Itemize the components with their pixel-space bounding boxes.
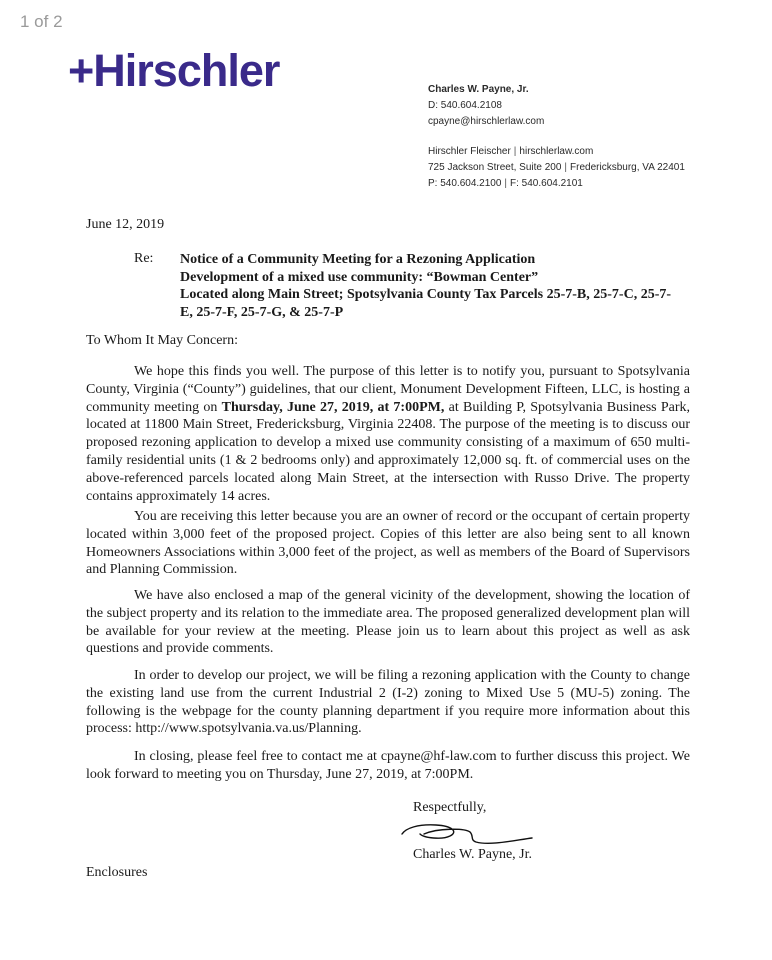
subject-line: Development of a mixed use community: “Bowman Center” [180, 269, 539, 285]
firm-logo: +Hirschler [68, 45, 280, 96]
body-paragraph-1 [86, 363, 690, 505]
meeting-datetime: Thursday, June 27, 2019, at 7:00PM, [221, 399, 445, 415]
direct-phone: D: 540.604.2108 [428, 100, 502, 111]
p1-rest: at Building P, Spotsylvania Business Park, located at 11800 Main Street, Fredericksburg, Virginia 22408. The purpose of the meeting is to discuss our proposed rezoning application to develop a mixed use community consisting of a maximum of 650 multi-family residential units (1 & 2 bedrooms only) and approximately 12,000 sq. ft. of commercial uses on the above-referenced parcels located along Main Street, at the intersection with Russo Drive. The property contains approximately 14 acres. [86, 399, 691, 504]
sender-name: Charles W. Payne, Jr. [428, 84, 529, 95]
subject-line: E, 25-7-F, 25-7-G, & 25-7-P [180, 304, 344, 320]
enclosures: Enclosures [86, 865, 148, 880]
divider: | [504, 178, 508, 189]
paragraph-text: We have also enclosed a map of the general vicinity of the development, showing the location of the subject property and its relation to the immediate area. The proposed generalized development plan will be available for your review at the meeting. Please join us to learn about this project as well as ask questions and provide comments. [86, 588, 690, 657]
street-address: 725 Jackson Street, Suite 200 [428, 162, 562, 173]
office-phone: P: 540.604.2100 [428, 178, 502, 189]
body-paragraph-4 [86, 667, 690, 738]
body-paragraph-3 [86, 587, 690, 658]
re-label: Re: [134, 251, 154, 266]
p1-intro: We hope this finds you well. The purpose of this letter is to notify you, pursuant to Spotsylvania County, Virginia (“County”) guidelines, that our client, Monument Development Fifteen, LLC, is hosting a community meeting on [86, 364, 690, 415]
phone-fax-line [428, 176, 685, 192]
subject-block [180, 251, 700, 321]
divider: | [564, 162, 568, 173]
paragraph-text: In order to develop our project, we will be filing a rezoning application with the County to change the existing land use from the current Industrial 2 (I-2) zoning to Mixed Use 5 (MU-5) zoning. The following is the webpage for the county planning department if you require more information about this process: http://www.spotsylvania.va.us/Planning. [86, 668, 690, 737]
firm-name: Hirschler Fleischer [428, 146, 511, 157]
paragraph-text: In closing, please feel free to contact me at cpayne@hf-law.com to further discuss this project. We look forward to meeting you on Thursday, June 27, 2019, at 7:00PM. [86, 749, 690, 782]
body-paragraph-2 [86, 508, 690, 579]
office-fax: F: 540.604.2101 [510, 178, 583, 189]
firm-line [428, 144, 685, 160]
address-line [428, 160, 685, 176]
body-paragraph-5 [86, 748, 690, 784]
subject-line: Located along Main Street; Spotsylvania County Tax Parcels 25-7-B, 25-7-C, 25-7- [180, 287, 672, 302]
page-indicator: 1 of 2 [20, 12, 63, 31]
divider: | [513, 146, 517, 157]
city-state-zip: Fredericksburg, VA 22401 [570, 162, 685, 173]
paragraph-text: You are receiving this letter because you are an owner of record or the occupant of certain property located within 3,000 feet of the proposed project. Copies of this letter are also being sent to all known Homeowners Associations within 3,000 feet of the project, as well as members of the Board of Supervisors and Planning Commission. [86, 509, 690, 578]
salutation: To Whom It May Concern: [86, 333, 238, 348]
sender-email: cpayne@hirschlerlaw.com [428, 116, 545, 127]
letter-date: June 12, 2019 [86, 217, 165, 232]
sender-block [428, 82, 685, 192]
closing: Respectfully, [413, 800, 487, 815]
subject-line: Notice of a Community Meeting for a Rezoning Application [180, 252, 536, 267]
firm-website: hirschlerlaw.com [519, 146, 594, 157]
signer-name: Charles W. Payne, Jr. [413, 847, 532, 862]
